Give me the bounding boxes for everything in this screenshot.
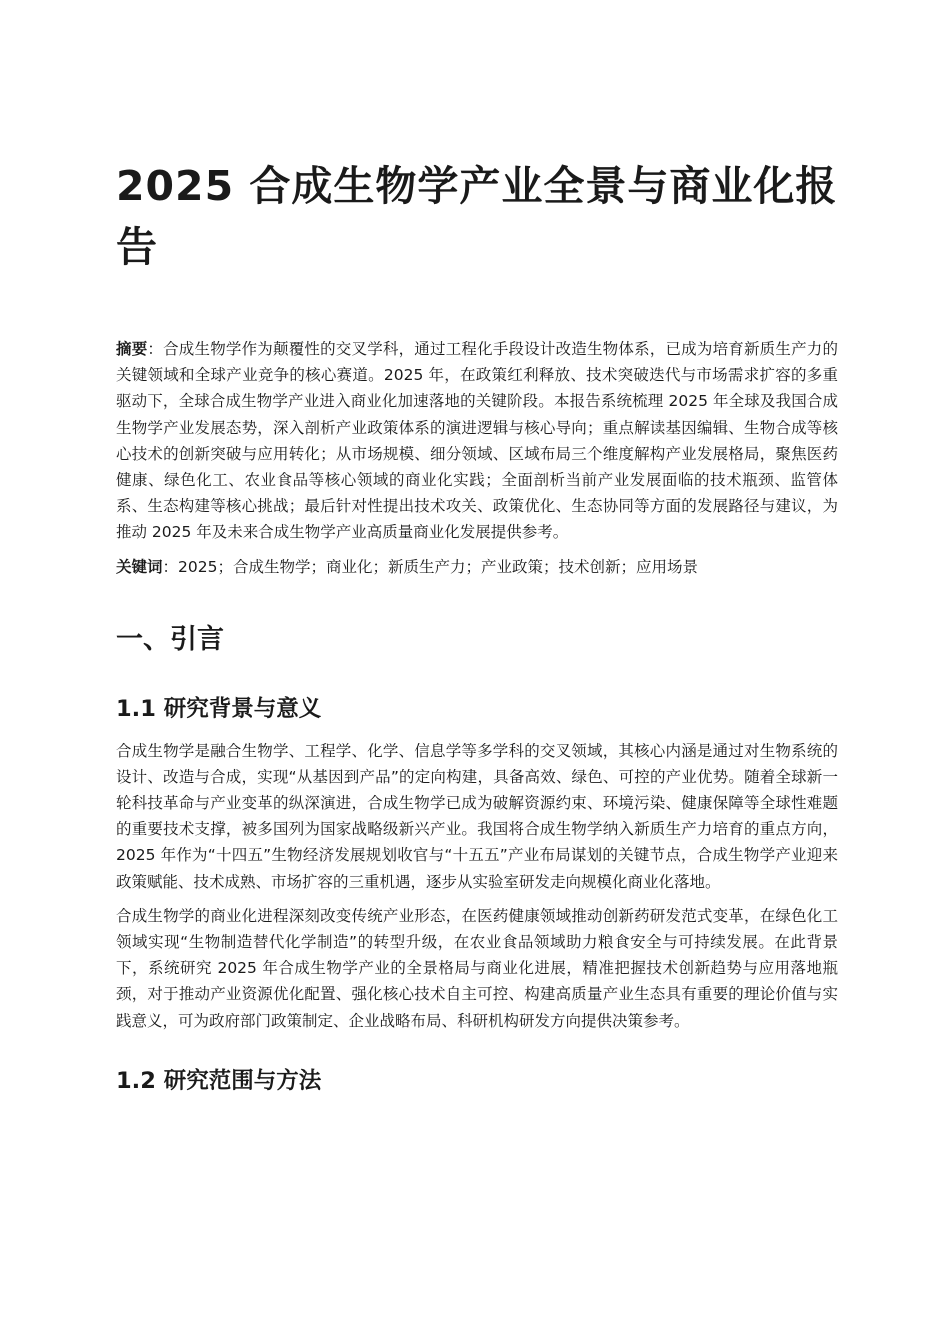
abstract-label: 摘要 — [116, 340, 148, 358]
subsection-heading-background: 1.1 研究背景与意义 — [116, 695, 322, 722]
subsection-heading-scope-methods: 1.2 研究范围与方法 — [116, 1067, 322, 1094]
paragraph-background-2: 合成生物学的商业化进程深刻改变传统产业形态，在医药健康领域推动创新药研发范式变革，在绿色化工领域实现“生物制造替代化学制造”的转型升级，在农业食品领域助力粮食安全与可持续发展。在此背景下，系统研究 2025 年合成生物学产业的全景格局与商业化进展，精准把握技术创新趋势与应用落地瓶颈，对于推动产业资源优化配置、强化核心技术自主可控、构建高质量产业生态具有重要的理论价值与实践意义，可为政府部门政策制定、企业战略布局、科研机构研发方向提供决策参考。 — [116, 906, 838, 1030]
keywords — [116, 554, 838, 580]
abstract-text: 合成生物学作为颠覆性的交叉学科，通过工程化手段设计改造生物体系，已成为培育新质生产力的关键领域和全球产业竞争的核心赛道。2025 年，在政策红利释放、技术突破迭代与市场需求扩容的多重驱动下，全球合成生物学产业进入商业化加速落地的关键阶段。本报告系统梳理 2025 年全球及我国合成生物学产业发展态势，深入剖析产业政策体系的演进逻辑与核心导向；重点解读基因编辑、生物合成等核心技术的创新突破与应用转化；从市场规模、细分领域、区域布局三个维度解构产业发展格局，聚焦医药健康、绿色化工、农业食品等核心领域的商业化实践；全面剖析当前产业发展面临的技术瓶颈、监管体系、生态构建等核心挑战；最后针对性提出技术攻关、政策优化、生态协同等方面的发展路径与建议，为推动 2025 年及未来合成生物学产业高质量商业化发展提供参考。 — [116, 340, 838, 542]
keywords-text: 2025；合成生物学；商业化；新质生产力；产业政策；技术创新；应用场景 — [178, 557, 698, 576]
keywords-label: 关键词 — [116, 557, 163, 576]
section-heading-introduction: 一、引言 — [116, 623, 224, 655]
keywords-separator: ： — [162, 557, 179, 576]
paragraph-background-1: 合成生物学是融合生物学、工程学、化学、信息学等多学科的交叉领域，其核心内涵是通过对生物系统的设计、改造与合成，实现“从基因到产品”的定向构建，具备高效、绿色、可控的产业优势。随着全球新一轮科技革命与产业变革的纵深演进，合成生物学已成为破解资源约束、环境污染、健康保障等全球性难题的重要技术支撑，被多国列为国家战略级新兴产业。我国将合成生物学纳入新质生产力培育的重点方向，2025 年作为“十四五”生物经济发展规划收官与“十五五”产业布局谋划的关键节点，合成生物学产业迎来政策赋能、技术成熟、市场扩容的三重机遇，逐步从实验室研发走向规模化商业化落地。 — [116, 741, 838, 891]
abstract — [116, 336, 838, 546]
document-title: 2025 合成生物学产业全景与商业化报告 — [116, 162, 838, 271]
abstract-separator: ： — [147, 340, 164, 358]
